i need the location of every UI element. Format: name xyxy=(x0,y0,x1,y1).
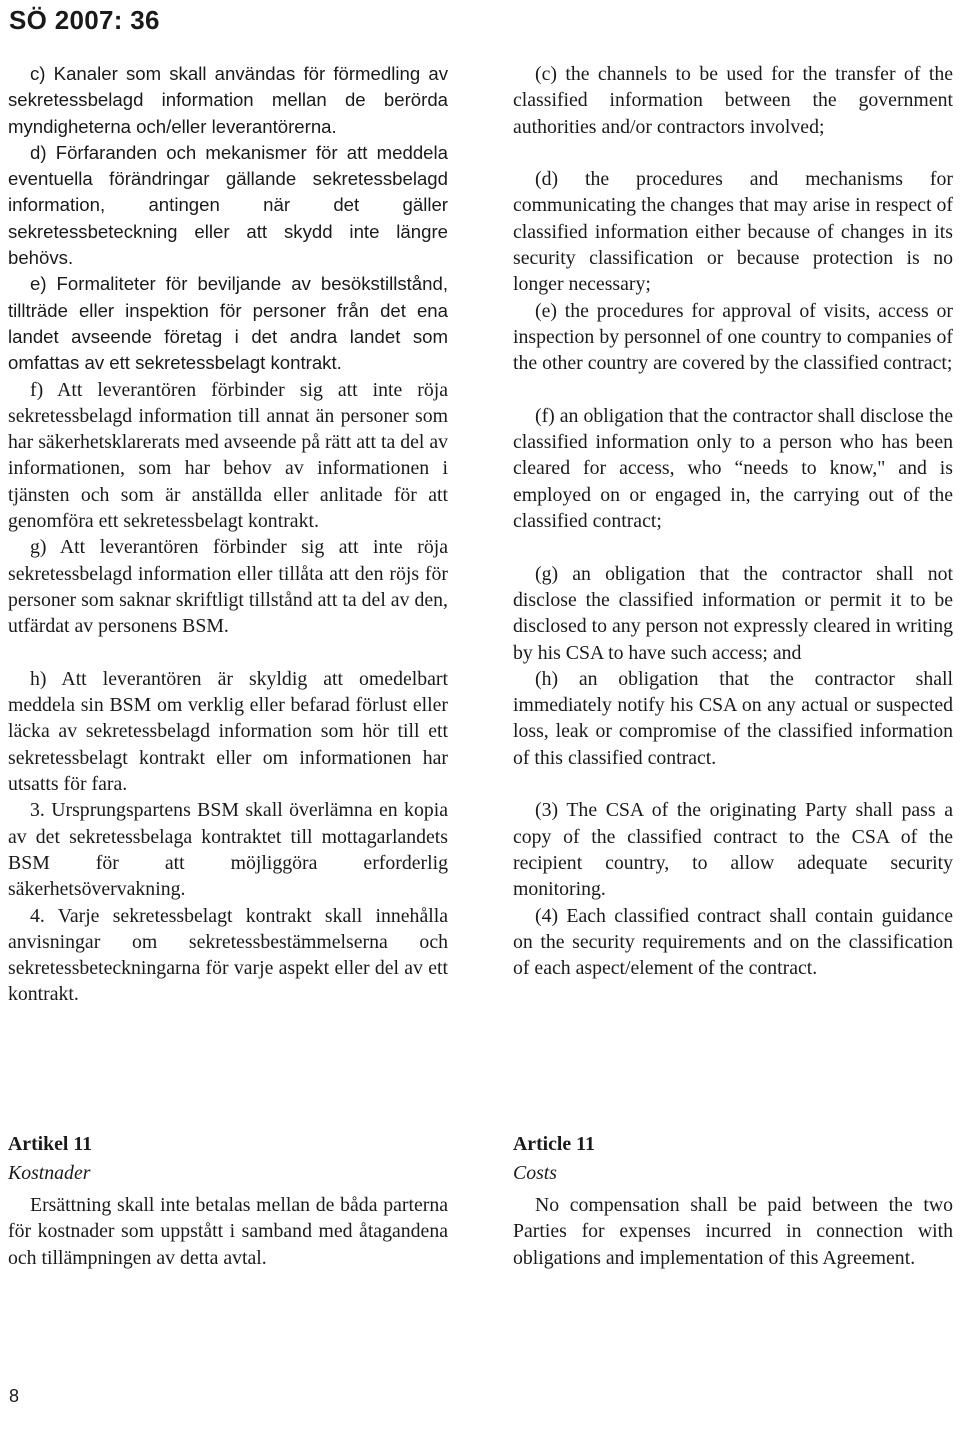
paragraph-d-sv: d) Förfaranden och mekanismer för att meddela eventuella förändringar gällande sekretessbelagd information, antingen när det gäller sekretessbeteckning eller att skydd inte längre behövs. xyxy=(8,141,448,269)
paragraph-c-en: (c) the channels to be used for the transfer of the classified information between the government authorities and/or contractors involved; xyxy=(513,63,953,138)
page-number: 8 xyxy=(9,1386,20,1406)
paragraph-e-en: (e) the procedures for approval of visits, access or inspection by personnel of one country to companies of the other country are covered by the classified contract; xyxy=(513,299,953,375)
paragraph-c-sv: c) Kanaler som skall användas för förmedling av sekretessbelagd information mellan de berörda myndigheterna och/eller leverantörerna. xyxy=(8,63,448,137)
article-body-en xyxy=(513,1192,953,1271)
paragraph-3-sv: 3. Ursprungspartens BSM skall överlämna en kopia av det sekretessbelaga kontraktet till mottagarlandets BSM för att möjliggöra erforderlig säkerhetsövervakning. xyxy=(8,799,448,901)
paragraph-f-sv: f) Att leverantören förbinder sig att inte röja sekretessbelagd information till annat än personer som har säkerhetsklarerats med avseende på rätt att ta del av informationen, som har behov av informationen i tjänsten och som är anställda eller anlitade för att genomföra ett sekretessbelagt kontrakt. xyxy=(8,378,448,533)
paragraph-e-sv: e) Formaliteter för beviljande av besökstillstånd, tillträde eller inspektion för personer från det ena landet avseende företag i det andra landet som omfattas av ett sekretessbelagt kontrakt. xyxy=(8,273,448,374)
article-heading-sv: Artikel 11 xyxy=(8,1133,93,1155)
paragraph-g-sv: g) Att leverantören förbinder sig att inte röja sekretessbelagd information eller tillåta att den röjs för personer som saknar skriftligt tillstånd att ta del av den, utfärdat av personens BSM. xyxy=(8,536,448,638)
article-subheading-en: Costs xyxy=(513,1162,557,1184)
paragraph-4-en: (4) Each classified contract shall contain guidance on the security requirements and on the classification of each aspect/element of the contract. xyxy=(513,904,953,980)
paragraph-f-en: (f) an obligation that the contractor shall disclose the classified information only to a person who has been cleared for access, who “needs to know," and is employed on or engaged in, the carrying out of the classified contract; xyxy=(513,404,953,533)
paragraph-h-en: (h) an obligation that the contractor shall immediately notify his CSA on any actual or suspected loss, leak or compromise of the classified information of this classified contract. xyxy=(513,667,953,769)
article-paragraph-en: No compensation shall be paid between the two Parties for expenses incurred in connection with obligations and implementation of this Agreement. xyxy=(513,1194,953,1269)
article-heading-en: Article 11 xyxy=(513,1133,595,1155)
paragraph-d-en: (d) the procedures and mechanisms for communicating the changes that may arise in respect of classified information either because of changes in its security classification or because protection is no longer necessary; xyxy=(513,168,953,296)
document-header: SÖ 2007: 36 xyxy=(9,5,160,35)
english-text-column xyxy=(513,61,953,981)
swedish-text-column xyxy=(8,61,448,1008)
paragraph-h-sv: h) Att leverantören är skyldig att omedelbart meddela sin BSM om verklig eller befarad förlust eller läcka av sekretessbelagd information som hör till ett sekretessbelagt kontrakt eller om informationen har utsatts för fara. xyxy=(8,667,448,796)
paragraph-4-sv: 4. Varje sekretessbelagt kontrakt skall innehålla anvisningar om sekretessbestämmelserna och sekretessbeteckningarna för varje aspekt eller del av ett kontrakt. xyxy=(8,904,448,1006)
paragraph-g-en: (g) an obligation that the contractor shall not disclose the classified information or permit it to be disclosed to any person not expressly cleared in writing by his CSA to have such access; and xyxy=(513,562,953,664)
paragraph-3-en: (3) The CSA of the originating Party shall pass a copy of the classified contract to the CSA of the recipient country, to allow adequate security monitoring. xyxy=(513,799,953,901)
article-paragraph-sv: Ersättning skall inte betalas mellan de båda parterna för kostnader som uppstått i samband med åtagandena och tillämpningen av detta avtal. xyxy=(8,1194,448,1269)
article-body-sv xyxy=(8,1192,448,1271)
article-subheading-sv: Kostnader xyxy=(8,1162,91,1184)
